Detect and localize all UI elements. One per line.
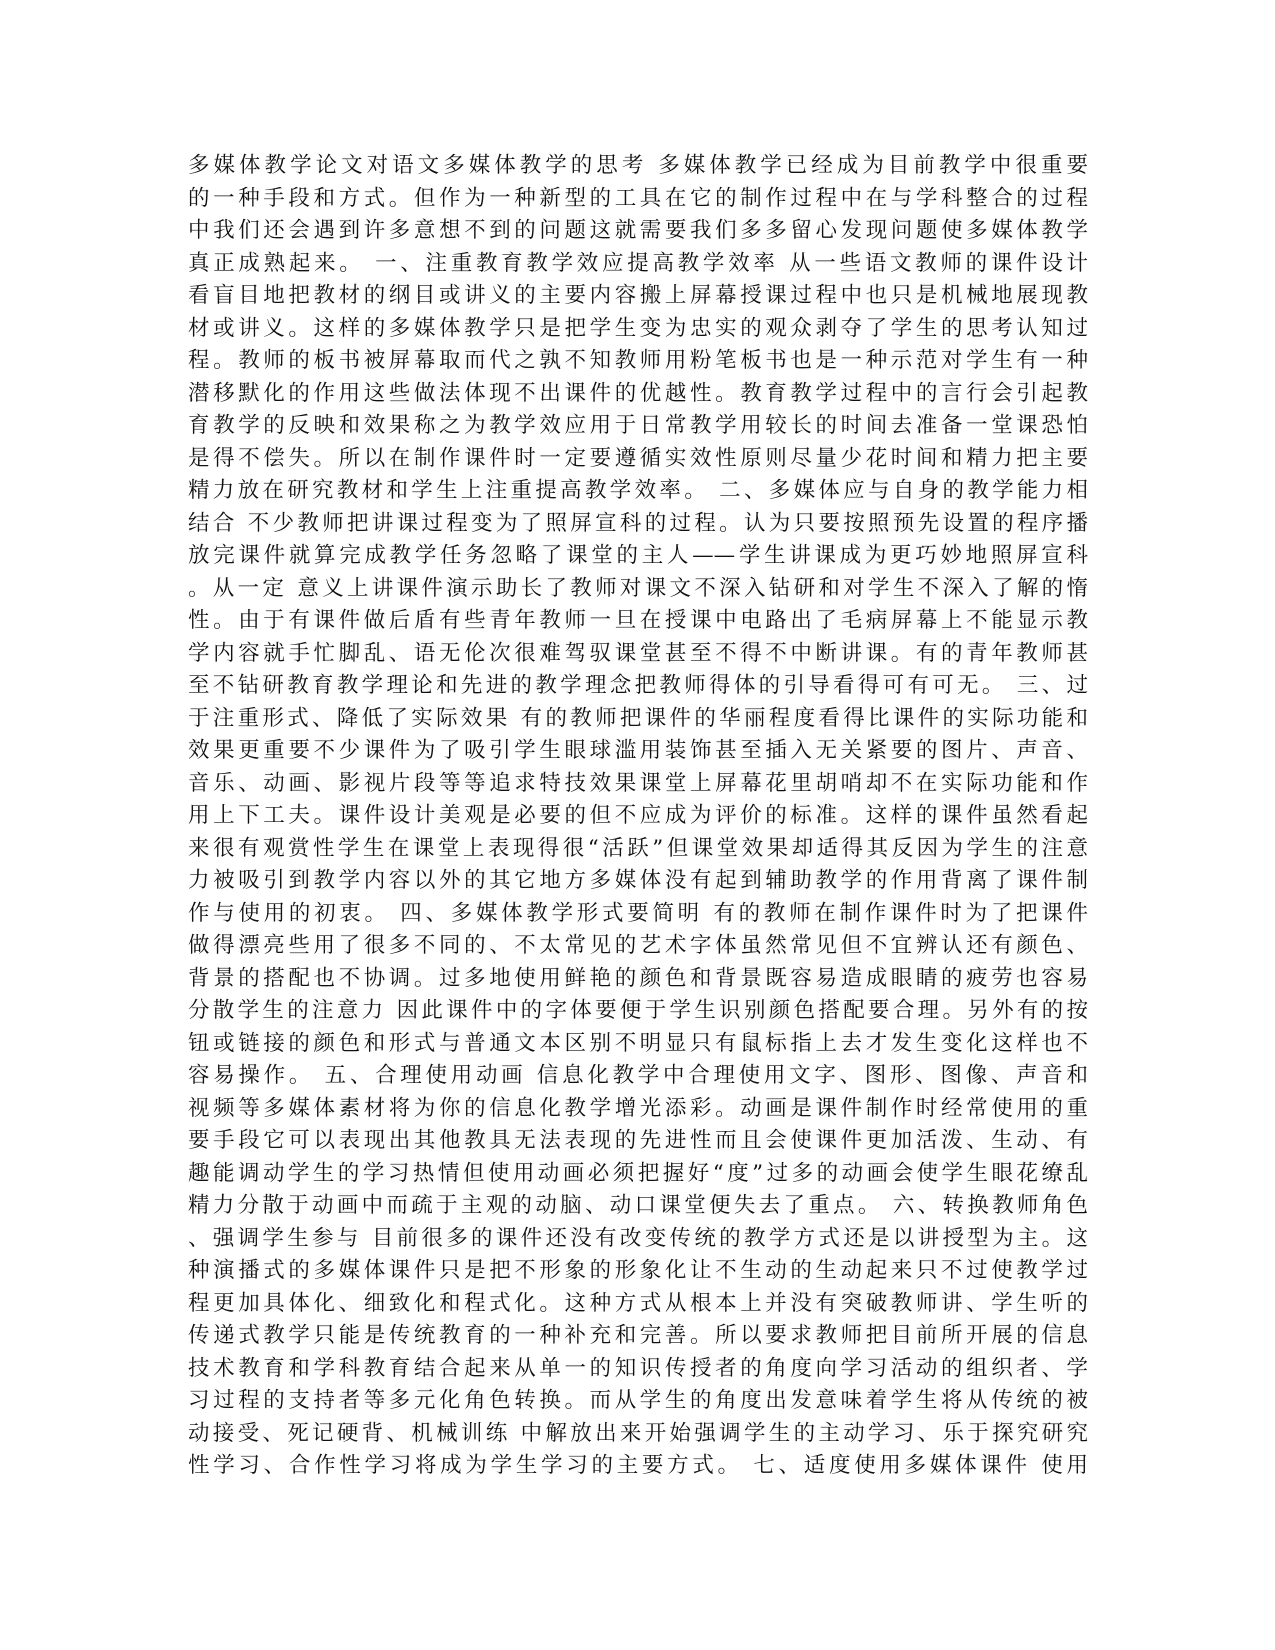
body-text	[188, 150, 1088, 1483]
text-line: 性学习、合作性学习将成为学生学习的主要方式。 七、适度使用多媒体课件 使用	[188, 1453, 1088, 1478]
text-line: 材或讲义。这样的多媒体教学只是把学生变为忠实的观众剥夺了学生的思考认知过	[188, 315, 1088, 341]
text-line: 看盲目地把教材的纲目或讲义的主要内容搬上屏幕授课过程中也只是机械地展现教	[188, 283, 1088, 308]
text-line: 作与使用的初衷。 四、多媒体教学形式要简明 有的教师在制作课件时为了把课件	[188, 900, 1088, 926]
text-line: 要手段它可以表现出其他教具无法表现的先进性而且会使课件更加活泼、生动、有	[188, 1128, 1088, 1153]
text-line: 育教学的反映和效果称之为教学效应用于日常教学用较长的时间去准备一堂课恐怕	[188, 413, 1088, 438]
text-line: 至不钻研教育教学理论和先进的教学理念把教师得体的引导看得可有可无。 三、过	[188, 673, 1088, 698]
text-line: 的一种手段和方式。但作为一种新型的工具在它的制作过程中在与学科整合的过程	[188, 185, 1088, 211]
text-line: 效果更重要不少课件为了吸引学生眼球滥用装饰甚至插入无关紧要的图片、声音、	[188, 738, 1088, 763]
text-line: 动接受、死记硬背、机械训练 中解放出来开始强调学生的主动学习、乐于探究研究	[188, 1420, 1088, 1446]
text-line: 潜移默化的作用这些做法体现不出课件的优越性。教育教学过程中的言行会引起教	[188, 380, 1088, 406]
text-line: 习过程的支持者等多元化角色转换。而从学生的角度出发意味着学生将从传统的被	[188, 1388, 1088, 1413]
text-line: 精力放在研究教材和学生上注重提高教学效率。 二、多媒体应与自身的教学能力相	[188, 478, 1088, 503]
text-line: 程更加具体化、细致化和程式化。这种方式从根本上并没有突破教师讲、学生听的	[188, 1290, 1088, 1316]
text-line: 来很有观赏性学生在课堂上表现得很“活跃”但课堂效果却适得其反因为学生的注意	[188, 835, 1088, 861]
text-line: 。从一定 意义上讲课件演示助长了教师对课文不深入钻研和对学生不深入了解的惰	[188, 575, 1088, 601]
text-line: 是得不偿失。所以在制作课件时一定要遵循实效性原则尽量少花时间和精力把主要	[188, 445, 1088, 471]
text-line: 放完课件就算完成教学任务忽略了课堂的主人——学生讲课成为更巧妙地照屏宣科	[188, 543, 1088, 568]
text-line: 音乐、动画、影视片段等等追求特技效果课堂上屏幕花里胡哨却不在实际功能和作	[188, 770, 1088, 796]
text-line: 程。教师的板书被屏幕取而代之孰不知教师用粉笔板书也是一种示范对学生有一种	[188, 348, 1088, 373]
text-line: 视频等多媒体素材将为你的信息化教学增光添彩。动画是课件制作时经常使用的重	[188, 1095, 1088, 1121]
text-line: 精力分散于动画中而疏于主观的动脑、动口课堂便失去了重点。 六、转换教师角色	[188, 1193, 1088, 1218]
text-line: 分散学生的注意力 因此课件中的字体要便于学生识别颜色搭配要合理。另外有的按	[188, 998, 1088, 1023]
text-line: 做得漂亮些用了很多不同的、不太常见的艺术字体虽然常见但不宜辨认还有颜色、	[188, 933, 1088, 958]
text-line: 性。由于有课件做后盾有些青年教师一旦在授课中电路出了毛病屏幕上不能显示教	[188, 608, 1088, 633]
text-line: 背景的搭配也不协调。过多地使用鲜艳的颜色和背景既容易造成眼睛的疲劳也容易	[188, 965, 1088, 991]
text-line: 容易操作。 五、合理使用动画 信息化教学中合理使用文字、图形、图像、声音和	[188, 1063, 1088, 1088]
text-line: 、强调学生参与 目前很多的课件还没有改变传统的教学方式还是以讲授型为主。这	[188, 1225, 1088, 1251]
text-line: 用上下工夫。课件设计美观是必要的但不应成为评价的标准。这样的课件虽然看起	[188, 803, 1088, 828]
text-line: 中我们还会遇到许多意想不到的问题这就需要我们多多留心发现问题使多媒体教学	[188, 218, 1088, 243]
text-line: 钮或链接的颜色和形式与普通文本区别不明显只有鼠标指上去才发生变化这样也不	[188, 1030, 1088, 1056]
text-line: 多媒体教学论文对语文多媒体教学的思考 多媒体教学已经成为目前教学中很重要	[188, 153, 1088, 178]
text-line: 于注重形式、降低了实际效果 有的教师把课件的华丽程度看得比课件的实际功能和	[188, 705, 1088, 731]
text-line: 结合 不少教师把讲课过程变为了照屏宣科的过程。认为只要按照预先设置的程序播	[188, 510, 1088, 536]
text-line: 学内容就手忙脚乱、语无伦次很难驾驭课堂甚至不得不中断讲课。有的青年教师甚	[188, 640, 1088, 666]
text-line: 种演播式的多媒体课件只是把不形象的形象化让不生动的生动起来只不过使教学过	[188, 1258, 1088, 1283]
text-line: 力被吸引到教学内容以外的其它地方多媒体没有起到辅助教学的作用背离了课件制	[188, 868, 1088, 893]
text-line: 传递式教学只能是传统教育的一种补充和完善。所以要求教师把目前所开展的信息	[188, 1323, 1088, 1348]
text-line: 真正成熟起来。 一、注重教育教学效应提高教学效率 从一些语文教师的课件设计	[188, 250, 1088, 276]
text-line: 技术教育和学科教育结合起来从单一的知识传授者的角度向学习活动的组织者、学	[188, 1355, 1088, 1381]
text-line: 趣能调动学生的学习热情但使用动画必须把握好“度”过多的动画会使学生眼花缭乱	[188, 1160, 1088, 1186]
